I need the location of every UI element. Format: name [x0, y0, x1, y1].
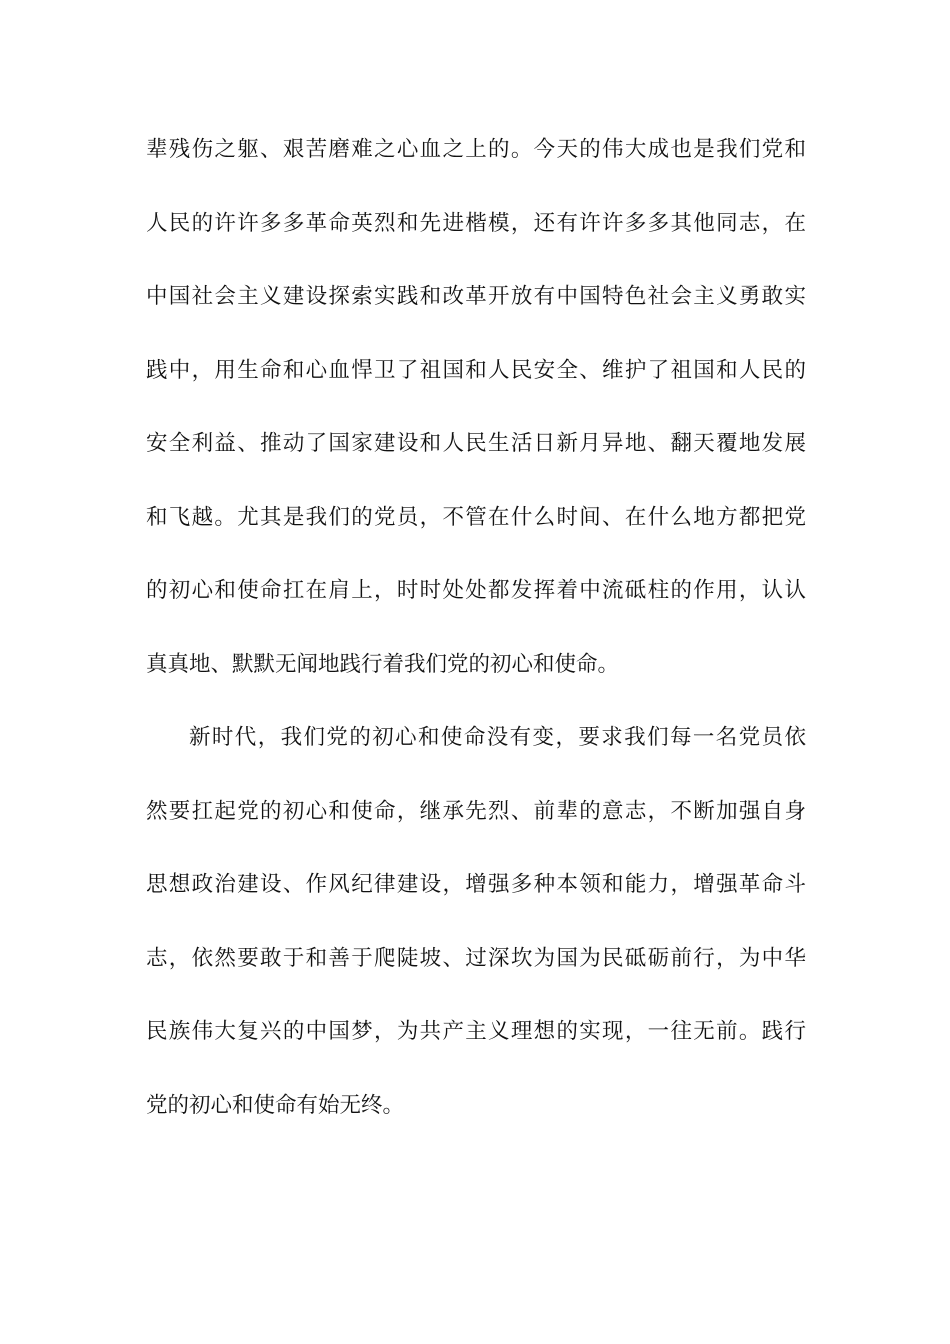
text-line: 践中，用生命和心血悍卫了祖国和人民安全、维护了祖国和人民的	[146, 357, 806, 383]
text-line: 辈残伤之躯、艰苦磨难之心血之上的。今天的伟大成也是我们党和	[146, 137, 806, 162]
text-line: 的初心和使命扛在肩上，时时处处都发挥着中流砥柱的作用，认认	[146, 578, 806, 603]
body-text	[146, 128, 806, 1157]
text-line-last: 党的初心和使命有始无终。	[146, 1092, 405, 1118]
text-line: 然要扛起党的初心和使命，继承先烈、前辈的意志，不断加强自身	[146, 798, 806, 824]
text-line: 人民的许许多多革命英烈和先进楷模，还有许许多多其他同志，在	[146, 210, 806, 236]
text-line-indented: 新时代，我们党的初心和使命没有变，要求我们每一名党员依	[189, 725, 806, 750]
text-line: 思想政治建设、作风纪律建设，增强多种本领和能力，增强革命斗	[146, 872, 806, 897]
text-line: 民族伟大复兴的中国梦，为共产主义理想的实现，一往无前。践行	[146, 1019, 806, 1044]
text-line: 中国社会主义建设探索实践和改革开放有中国特色社会主义勇敢实	[146, 284, 806, 309]
text-line: 和飞越。尤其是我们的党员，不管在什么时间、在什么地方都把党	[146, 504, 806, 530]
text-line: 安全利益、推动了国家建设和人民生活日新月异地、翻天覆地发展	[146, 431, 806, 456]
text-line: 志，依然要敢于和善于爬陡坡、过深坎为国为民砥砺前行，为中华	[146, 945, 806, 971]
paragraph-2	[146, 716, 806, 1157]
paragraph-1	[146, 128, 806, 716]
text-line-last: 真真地、默默无闻地践行着我们党的初心和使命。	[146, 651, 620, 677]
